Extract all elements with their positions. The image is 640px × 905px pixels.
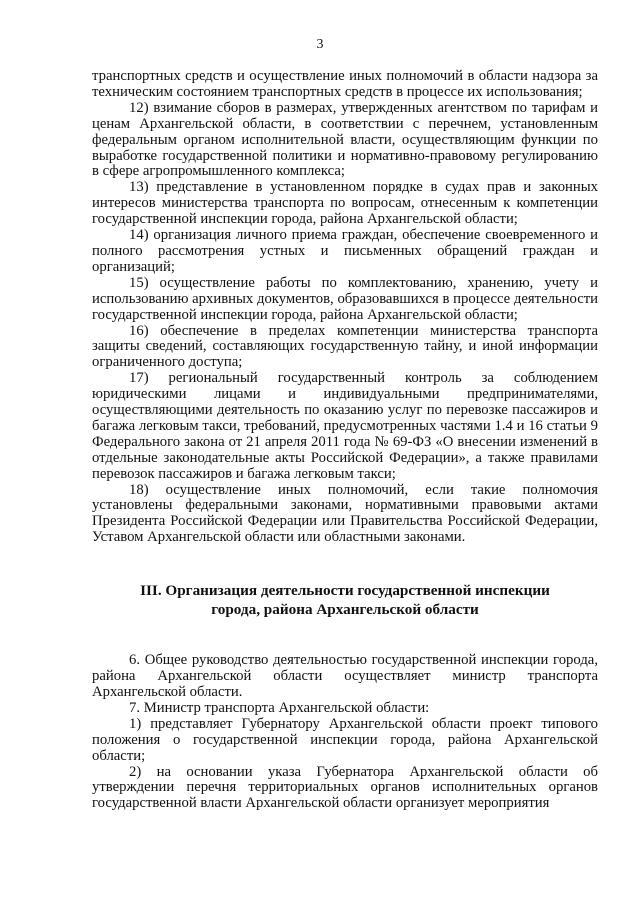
list-item-15: 15) осуществление работы по комплектованию, хранению, учету и использованию архивных документов, образовавшихся в процессе деятельности государственной инспекции города, района Архангельской области; [92, 274, 598, 323]
paragraph-6: 6. Общее руководство деятельностью государственной инспекции города, района Архангельской области осуществляет министр транспорта Архангельской области. [92, 652, 598, 700]
list-item-14: 14) организация личного приема граждан, обеспечение своевременного и полного рассмотрения устных и письменных обращений граждан и организаций; [92, 227, 598, 275]
list-item-13: 13) представление в установленном порядке в судах прав и законных интересов министерства транспорта по вопросам, отнесенным к компетенции государственной инспекции города, района Архангельской области; [92, 179, 598, 228]
paragraph-7-item-1: 1) представляет Губернатору Архангельской области проект типового положения о государственной инспекции города, района Архангельской области; [92, 715, 598, 764]
paragraph-7-item-2: 2) на основании указа Губернатора Архангельской области об утверждении перечня территориальных органов исполнительных органов государственной власти Архангельской области организует мероприятия [92, 763, 598, 812]
list-item-16: 16) обеспечение в пределах компетенции министерства транспорта защиты сведений, составляющих государственную тайну, и иной информации ограниченного доступа; [92, 322, 598, 371]
list-item-12: 12) взимание сборов в размерах, утвержденных агентством по тарифам и ценам Архангельской области, в соответствии с перечнем, установленным федеральным органом исполнительной власти, осуществляющим функции по выработке государственной политики и нормативно-правовому регулированию в сфере агропромышленного комплекса; [92, 99, 598, 180]
document-body [92, 69, 598, 812]
paragraph-7: 7. Министр транспорта Архангельской области: [129, 699, 430, 716]
list-item-18: 18) осуществление иных полномочий, если такие полномочия установлены федеральными законами, нормативными правовыми актами Президента Российской Федерации или Правительства Российской Федерации, Уставом Архангельской области или областными законами. [92, 481, 598, 546]
section-heading-line-1: III. Организация деятельности государственной инспекции [140, 582, 550, 600]
section-heading-line-2: города, района Архангельской области [211, 601, 479, 619]
page-number: 3 [316, 37, 324, 52]
list-item-17: 17) региональный государственный контроль за соблюдением юридическими лицами и индивидуальными предпринимателями, осуществляющими деятельность по оказанию услуг по перевозке пассажиров и багажа легковым такси, требований, предусмотренных частями 1.4 и 16 статьи 9 Федерального закона от 21 апреля 2011 года № 69-ФЗ «О внесении изменений в отдельные законодательные акты Российской Федерации», а также правилами перевозок пассажиров и багажа легковым такси; [92, 370, 598, 482]
continuation-paragraph: транспортных средств и осуществление иных полномочий в области надзора за техническим состоянием транспортных средств в процессе их использования; [92, 68, 598, 100]
section-heading [92, 582, 598, 618]
